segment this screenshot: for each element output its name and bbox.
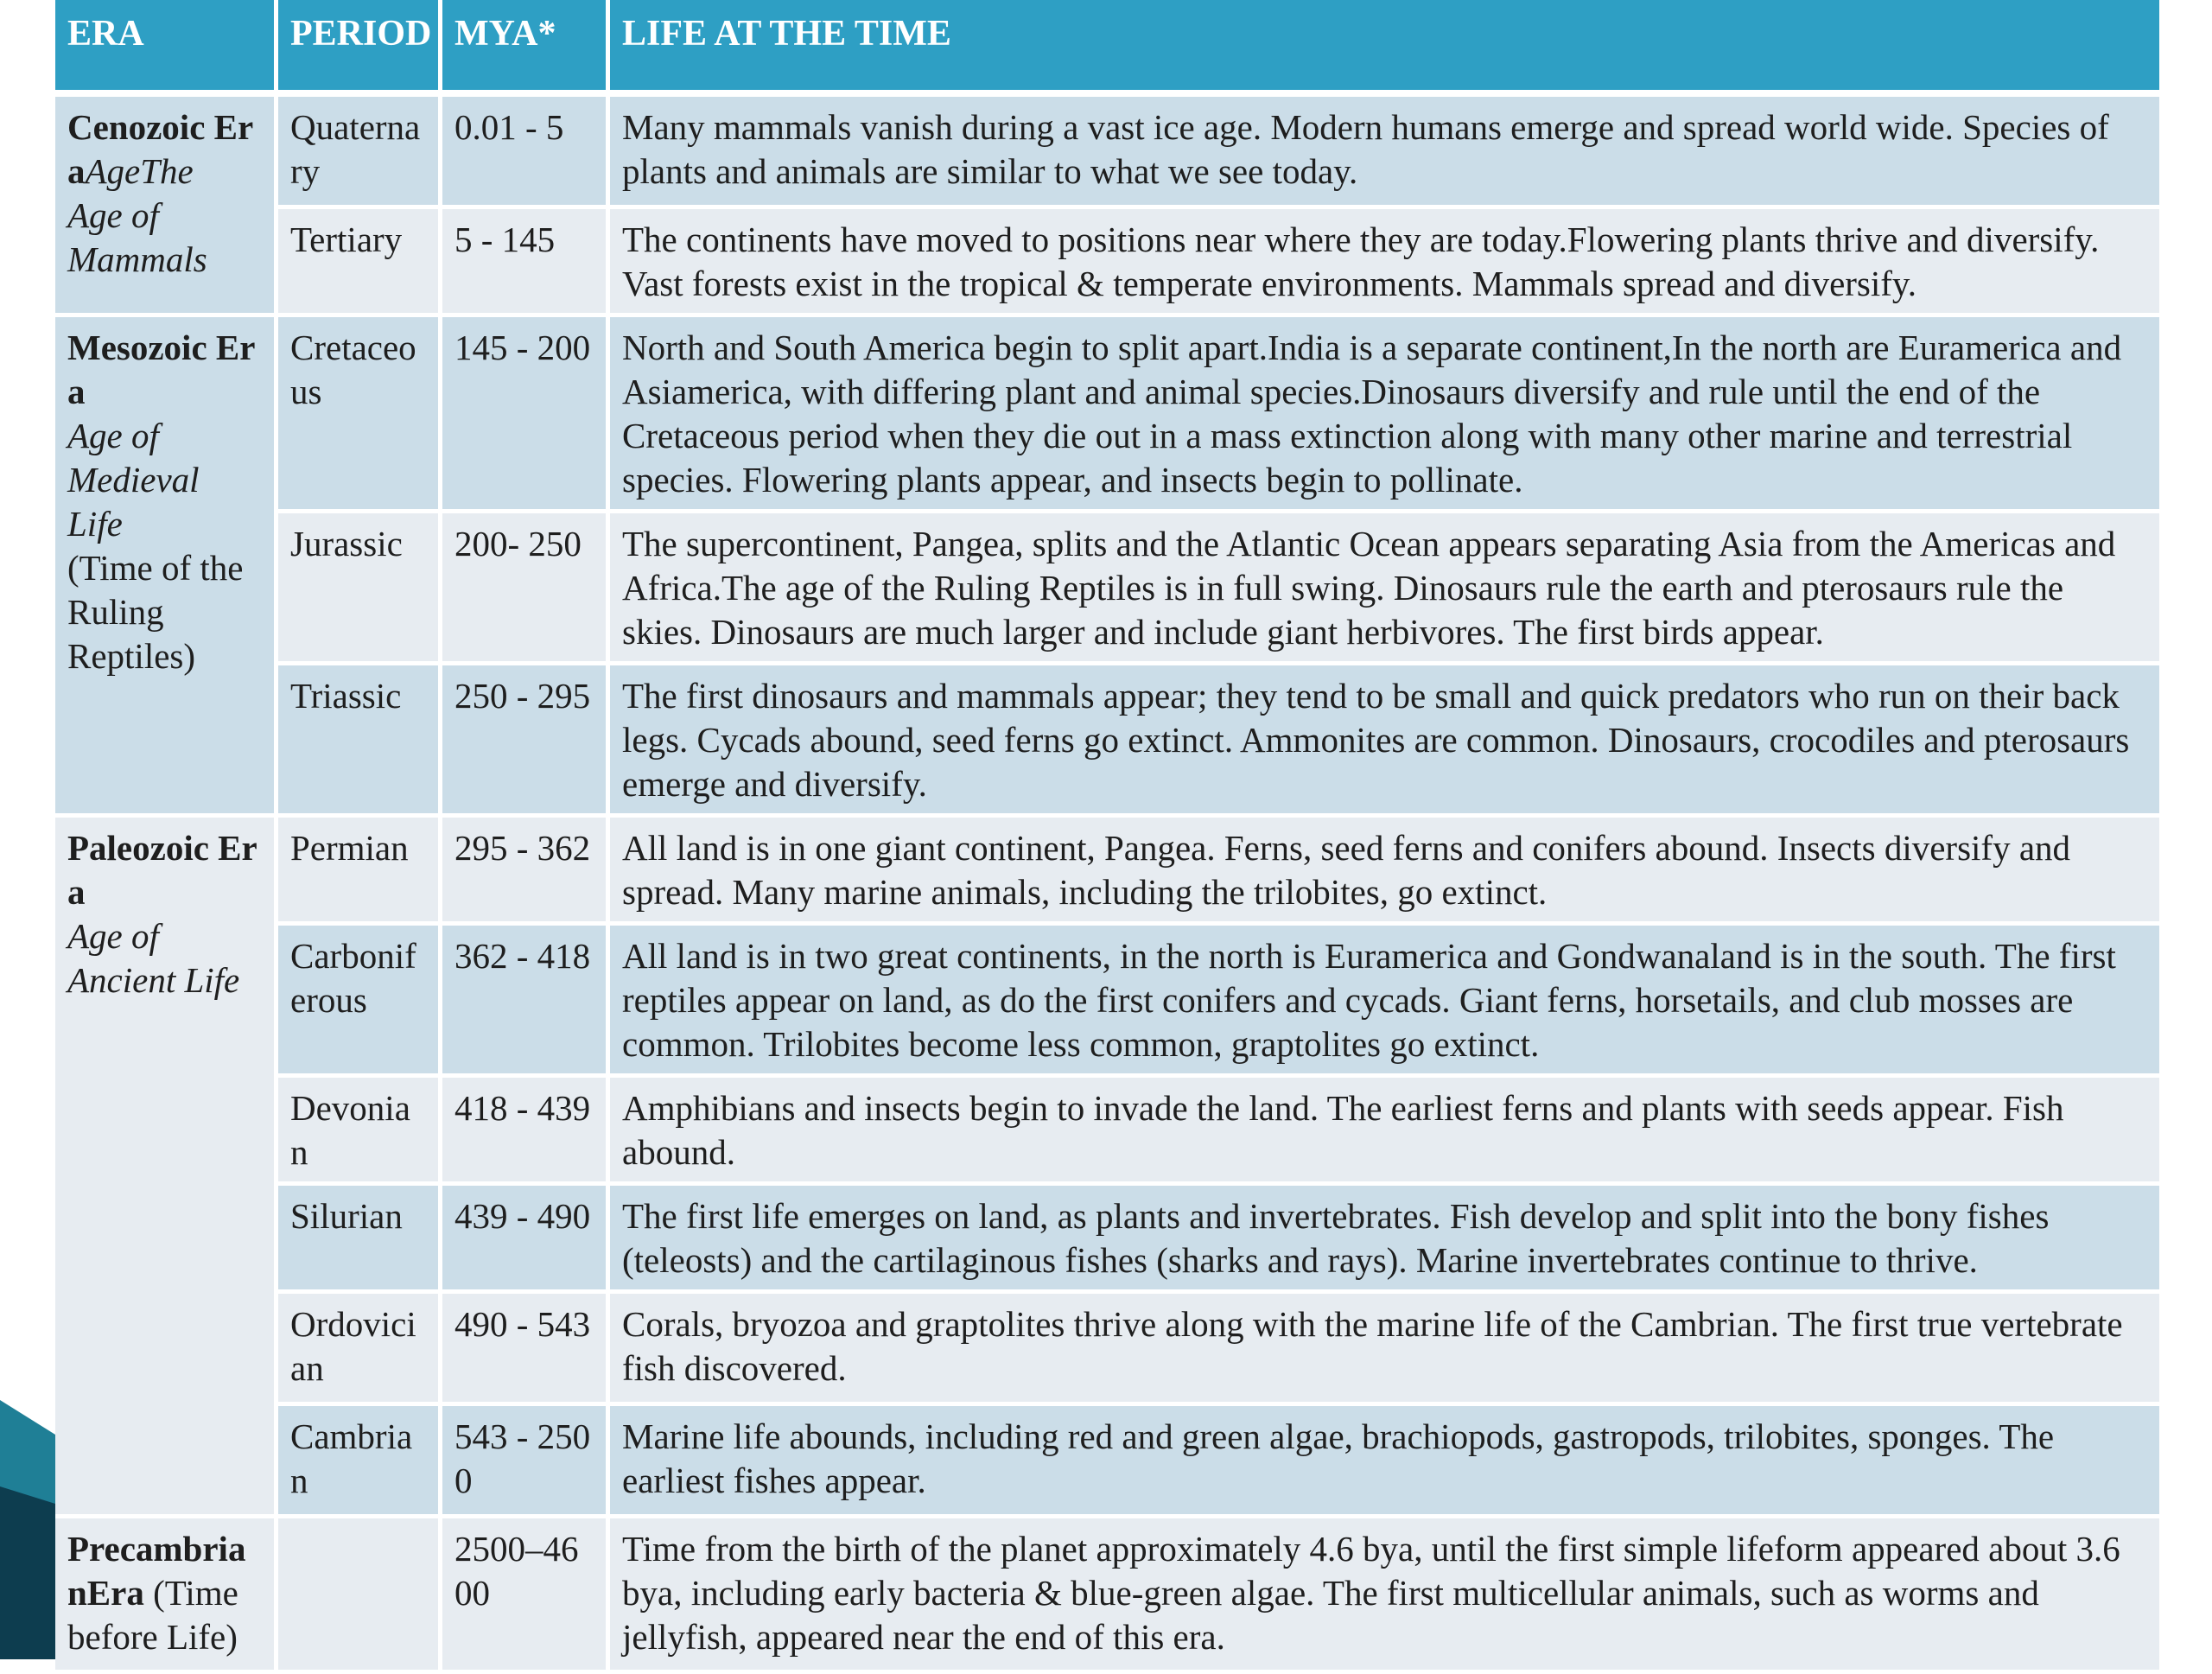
era-name: Paleozoic Era: [67, 828, 257, 912]
period-cell: Triassic: [278, 665, 442, 818]
mya-cell: 362 - 418: [442, 926, 610, 1078]
table-row: [55, 513, 2164, 665]
header-row: [55, 0, 2164, 97]
mya-cell: 543 - 2500: [442, 1406, 610, 1518]
life-cell: The first life emerges on land, as plants and invertebrates. Fish develop and split into the bony fishes (teleosts) and the cartilaginous fishes (sharks and rays). Marine invertebrates continue to thrive.: [610, 1186, 2164, 1294]
period-cell: Cretaceous: [278, 317, 442, 513]
era-name: Mesozoic Era: [67, 328, 256, 411]
table-row: [55, 1078, 2164, 1186]
mya-cell: 200- 250: [442, 513, 610, 665]
era-name: Cenozoic Era: [67, 107, 254, 191]
table-row: [55, 665, 2164, 818]
mya-cell: 418 - 439: [442, 1078, 610, 1186]
geologic-time-table: [55, 0, 2164, 1674]
life-cell: All land is in one giant continent, Pangea. Ferns, seed ferns and conifers abound. Insects diversify and spread. Many marine animals, including the trilobites, go extinct.: [610, 818, 2164, 926]
period-cell: Ordovician: [278, 1294, 442, 1406]
table-row: [55, 818, 2164, 926]
era-subtitle: Age of Medieval Life: [67, 416, 200, 544]
table-row: [55, 317, 2164, 513]
period-cell: Permian: [278, 818, 442, 926]
era-cell-paleozoic: [55, 818, 278, 1518]
mya-cell: 145 - 200: [442, 317, 610, 513]
header-era: ERA: [55, 0, 278, 97]
table-row: [55, 1518, 2164, 1674]
life-cell: The first dinosaurs and mammals appear; they tend to be small and quick predators who run on their back legs. Cycads abound, seed ferns go extinct. Ammonites are common. Dinosaurs, crocodiles and pterosaurs emerge and diversify.: [610, 665, 2164, 818]
life-cell: North and South America begin to split apart.India is a separate continent,In the north are Euramerica and Asiamerica, with differing plant and animal species.Dinosaurs diversify and rule until the end of the Cretaceous period when they die out in a mass extinction along with many other marine and terrestrial species. Flowering plants appear, and insects begin to pollinate.: [610, 317, 2164, 513]
era-cell-mesozoic: [55, 317, 278, 818]
period-cell: [278, 1518, 442, 1674]
table-row: [55, 926, 2164, 1078]
period-cell: Silurian: [278, 1186, 442, 1294]
era-cell-cenozoic: [55, 97, 278, 317]
era-subtitle: Age of Mammals: [67, 195, 207, 279]
header-period: PERIOD: [278, 0, 442, 97]
era-note: (Time before Life): [67, 1573, 238, 1657]
table-row: [55, 1406, 2164, 1518]
life-cell: Amphibians and insects begin to invade the land. The earliest ferns and plants with seeds appear. Fish abound.: [610, 1078, 2164, 1186]
period-cell: Carboniferous: [278, 926, 442, 1078]
table-row: [55, 209, 2164, 317]
table-row: [55, 97, 2164, 209]
era-subtitle: Age of Ancient Life: [67, 916, 240, 1000]
period-cell: Cambrian: [278, 1406, 442, 1518]
mya-cell: 439 - 490: [442, 1186, 610, 1294]
life-cell: Many mammals vanish during a vast ice age. Modern humans emerge and spread world wide. Species of plants and animals are similar to what we see today.: [610, 97, 2164, 209]
mya-cell: 0.01 - 5: [442, 97, 610, 209]
period-cell: Jurassic: [278, 513, 442, 665]
period-cell: Quaternary: [278, 97, 442, 209]
life-cell: Marine life abounds, including red and green algae, brachiopods, gastropods, trilobites, sponges. The earliest fishes appear.: [610, 1406, 2164, 1518]
header-life: LIFE AT THE TIME: [610, 0, 2164, 97]
mya-cell: 295 - 362: [442, 818, 610, 926]
table-row: [55, 1294, 2164, 1406]
era-cell-precambrian: [55, 1518, 278, 1674]
life-cell: The continents have moved to positions near where they are today.Flowering plants thrive and diversify. Vast forests exist in the tropical & temperate environments. Mammals spread and diversify.: [610, 209, 2164, 317]
mya-cell: 2500–4600: [442, 1518, 610, 1674]
era-subtitle-inline: AgeThe: [85, 151, 194, 191]
life-cell: The supercontinent, Pangea, splits and the Atlantic Ocean appears separating Asia from the Americas and Africa.The age of the Ruling Reptiles is in full swing. Dinosaurs rule the earth and pterosaurs rule the skies. Dinosaurs are much larger and include giant herbivores. The first birds appear.: [610, 513, 2164, 665]
life-cell: All land is in two great continents, in the north is Euramerica and Gondwanaland is in the south. The first reptiles appear on land, as do the first conifers and cycads. Giant ferns, horsetails, and club mosses are common. Trilobites become less common, graptolites go extinct.: [610, 926, 2164, 1078]
header-mya: MYA*: [442, 0, 610, 97]
table-row: [55, 1186, 2164, 1294]
period-cell: Devonian: [278, 1078, 442, 1186]
mya-cell: 5 - 145: [442, 209, 610, 317]
life-cell: Corals, bryozoa and graptolites thrive along with the marine life of the Cambrian. The first true vertebrate fish discovered.: [610, 1294, 2164, 1406]
mya-cell: 250 - 295: [442, 665, 610, 818]
life-cell: Time from the birth of the planet approximately 4.6 bya, until the first simple lifeform appeared about 3.6 bya, including early bacteria & blue-green algae. The first multicellular animals, such as worms and jellyfish, appeared near the end of this era.: [610, 1518, 2164, 1674]
period-cell: Tertiary: [278, 209, 442, 317]
era-name: PrecambrianEra: [67, 1529, 246, 1613]
mya-cell: 490 - 543: [442, 1294, 610, 1406]
era-note: (Time of the Ruling Reptiles): [67, 548, 244, 676]
